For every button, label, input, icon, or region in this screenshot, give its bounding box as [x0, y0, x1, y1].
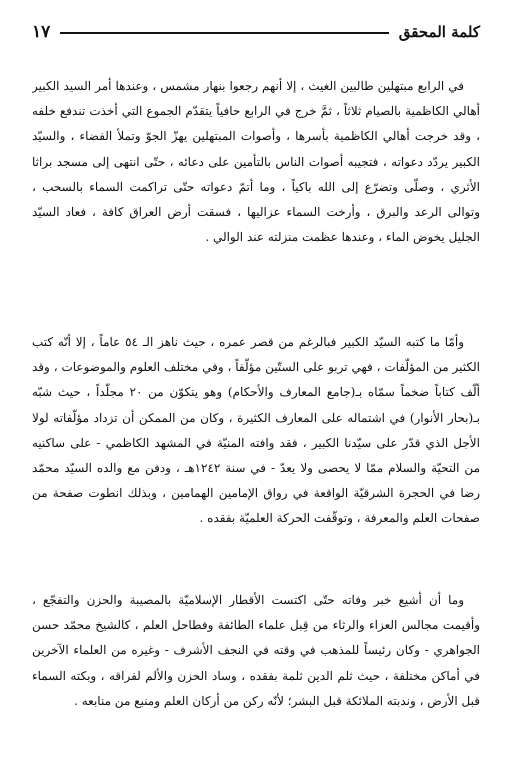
page-header: [32, 20, 480, 44]
paragraph: وأمّا ما كتبه السيّد الكبير فبالرغم من قصر عمره ، حيث ناهز الـ ٥٤ عاماً ، إلا أنّه كتب الكثير من المؤلّفات ، فهي تربو على الستّين مؤلّفاً ، وفي مختلف العلوم والموضوعات ، وقد ألّف كتاباً ضخماً سمّاه بـ(جامع المعارف والأحكام) وهو يتكوّن من ٢٠ مجلّداً ، حيث شبّه بـ(بحار الأنوار) في اشتماله على المعارف الكثيرة ، وكان من الممكن أن تزداد مؤلّفاته لولا الأجل الذي قدّر على سيّدنا الكبير ، فقد وافته المنيّة في المشهد الكاظمي - على ساكنيه من التحيّة والسلام ممّا لا يحصى ولا يعدّ - في سنة ١٢٤٢هـ ، ودفن مع والده السيّد محمّد رضا في الحجرة الشرقيّة الواقعة في رواق الإمامين الهمامين ، وبذلك انطوت صفحة من صفحات العلم والمعرفة ، وتوقّفت الحركة العلميّة بفقده .: [32, 335, 480, 526]
paragraph: وما أن أشيع خبر وفاته حتّى اكتست الأقطار الإسلاميّة بالمصيبة والحزن والتفجّع ، وأقيمت مجالس العزاء والرثاء من قِبل علماء الطائفة وفطاحل العلم ، كالشيخ محمّد حسن الجواهري - وكان رئيساً للمذهب في وقته في النجف الأشرف - وغيره من العلماء الآخرين في أماكن مختلفة ، حيث ثلم الدين ثلمة بفقده ، وساد الحزن والألم لفراقه ، وبكته السماء قبل الأرض ، وندبته الملائكة قبل البشر؛ لأنّه ركن من أركان العلم ومنبع من منابعه .: [32, 593, 480, 708]
header-rule: [60, 32, 389, 34]
page-number: ١٧: [32, 22, 51, 42]
running-title: كلمة المحقق: [398, 23, 480, 41]
paragraph: في الرابع مبتهلين طالبين الغيث ، إلا أنهم رجعوا بنهار مشمس ، وعندها أمر السيد الكبير أهالي الكاظمية بالصيام ثلاثاً ، ثمَّ خرج في الرابع حافياً يتقدّم الجموع التي أخذت تندفع خلفه ، وقد خرجت أهالي الكاظمية بأسرها ، وأصوات المبتهلين يهزّ الجوّ وتملأ الفضاء ، والسيّد الكبير يردّد دعواته ، فتجيبه أصوات الناس بالتأمين على دعائه ، حتّى انتهى إلى مسجد براثا الأثري ، وصلّى وتضرّع إلى الله باكياً ، وما أتمّ دعواته حتّى تراكمت السماء بالسحب ، وتوالى الرعد والبرق ، وأرخت السماء عزاليها ، فسقت أرض العراق كافة ، فعاد السيّد الجليل يخوض الماء ، وعندها عظمت منزلته عند الوالي .: [32, 79, 480, 245]
